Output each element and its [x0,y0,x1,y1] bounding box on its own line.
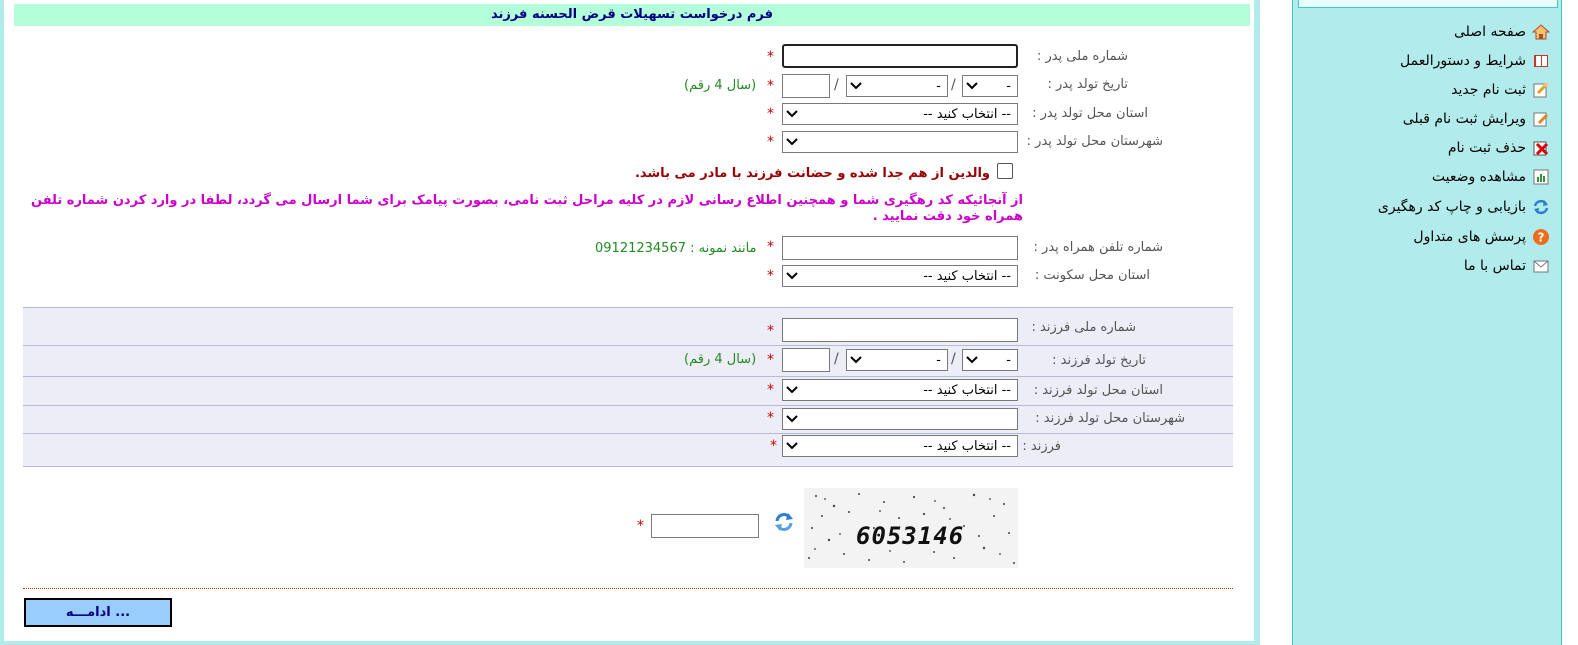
sidebar-item-status[interactable] [1432,166,1550,188]
home-icon [1532,23,1550,41]
chevron-down-icon [783,267,801,285]
father-national-id-input[interactable] [782,44,1018,68]
year-hint: (سال 4 رقم) [684,78,757,93]
bottom-divider [23,588,1233,589]
residence-province-label: استان محل سکونت : [1034,268,1150,283]
new-registration-icon [1532,81,1550,99]
sidebar-item-label: ثبت نام جدید [1451,82,1526,98]
mobile-example-hint: مانند نمونه : 09121234567 [595,241,757,256]
status-icon [1532,168,1550,186]
year-hint: (سال 4 رقم) [684,352,757,367]
svg-text:?: ? [1537,230,1545,245]
chevron-down-icon [783,105,801,123]
sidebar-item-label: پرسش های متداول [1413,229,1526,245]
required-mark: * [767,352,774,368]
delete-icon [1532,139,1550,157]
captcha-text: 6053146 [856,522,965,550]
divider [23,345,1233,346]
required-mark: * [767,410,774,426]
child-national-id-label: شماره ملی فرزند : [1031,320,1136,335]
child-birth-day-select[interactable]: - [962,349,1018,371]
sidebar-item-edit[interactable] [1403,108,1550,130]
required-mark: * [767,323,774,339]
chevron-down-icon [783,437,801,455]
required-mark: * [767,268,774,284]
mail-icon [1532,257,1550,275]
child-birth-year-input[interactable] [782,348,830,372]
divider [23,405,1233,406]
date-separator: / [951,77,956,93]
parents-separated-label: والدین از هم جدا شده و حضانت فرزند با مادر می باشد. [634,166,990,181]
continue-button[interactable]: ادامـــه ... [24,598,172,627]
chevron-down-icon [847,351,865,369]
sidebar-item-label: شرایط و دستورالعمل [1400,53,1526,69]
required-mark: * [767,134,774,150]
divider [23,433,1233,434]
chevron-down-icon [783,133,801,151]
father-birth-day-select[interactable]: - [962,75,1018,97]
father-national-id-label: شماره ملی پدر : [1036,49,1128,64]
residence-province-select[interactable]: -- انتخاب کنید -- [782,265,1018,287]
sidebar-item-new-registration[interactable] [1451,79,1550,101]
father-birthdate-label: تاریخ تولد پدر : [1047,77,1128,92]
required-mark: * [767,239,774,255]
divider [23,376,1233,377]
sidebar-item-tracking-code[interactable] [1378,196,1550,218]
child-birthdate-label: تاریخ تولد فرزند : [1052,353,1146,368]
chevron-down-icon [783,381,801,399]
divider [23,466,1233,467]
required-mark: * [637,518,644,534]
required-mark: * [767,78,774,94]
sidebar-item-label: حذف ثبت نام [1447,140,1526,156]
sidebar-item-label: مشاهده وضعیت [1431,169,1526,185]
child-birth-month-select[interactable]: - [846,349,948,371]
father-mobile-label: شماره تلفن همراه پدر : [1033,240,1163,255]
sidebar-item-label: ویرایش ثبت نام قبلی [1402,111,1526,127]
edit-icon [1532,110,1550,128]
date-separator: / [834,351,839,367]
father-birth-city-label: شهرستان محل تولد پدر : [1026,134,1163,149]
child-birth-city-select[interactable] [782,408,1018,430]
child-birth-province-select[interactable]: -- انتخاب کنید -- [782,379,1018,401]
child-birth-province-label: استان محل تولد فرزند : [1033,383,1163,398]
captcha-input[interactable] [651,514,759,538]
father-birth-city-select[interactable] [782,131,1018,153]
sidebar-item-label: صفحه اصلی [1453,24,1526,40]
sidebar-item-faq[interactable] [1413,226,1550,248]
father-mobile-input[interactable] [782,236,1018,260]
sidebar-item-home[interactable] [1454,21,1550,43]
required-mark: * [767,106,774,122]
child-label: فرزند : [1022,439,1061,454]
father-birth-month-select[interactable]: - [846,75,948,97]
chevron-down-icon [963,77,981,95]
required-mark: * [767,382,774,398]
child-birth-city-label: شهرستان محل تولد فرزند : [1035,411,1185,426]
refresh-captcha-icon[interactable] [772,510,796,534]
child-national-id-input[interactable] [782,318,1018,342]
help-icon [1532,228,1550,246]
child-select[interactable]: -- انتخاب کنید -- [782,435,1018,457]
required-mark: * [767,49,774,65]
sidebar-item-delete[interactable] [1448,137,1550,159]
sidebar-header-box [1298,0,1558,8]
sidebar-item-contact[interactable] [1464,255,1550,277]
father-birth-province-label: استان محل تولد پدر : [1032,106,1148,121]
date-separator: / [834,77,839,93]
chevron-down-icon [783,410,801,428]
sms-notice: از آنجائیکه کد رهگیری شما و همچنین اطلاع رسانی لازم در کلیه مراحل ثبت نامی، بصورت پیامک برای شما ارسال می گردد، لطفا در وارد کردن شماره تلفن همراه خود دقت نمایید . [31,193,1023,224]
chevron-down-icon [847,77,865,95]
required-mark: * [770,438,777,454]
sidebar-item-label: بازیابی و چاپ کد رهگیری [1377,199,1526,215]
sidebar-item-label: تماس با ما [1463,258,1526,274]
sidebar-item-terms[interactable] [1400,50,1550,72]
father-birth-year-input[interactable] [782,74,830,98]
parents-separated-checkbox[interactable] [997,163,1013,179]
date-separator: / [951,351,956,367]
refresh-icon [1532,198,1550,216]
chevron-down-icon [963,351,981,369]
book-icon [1532,52,1550,70]
form-title: فرم درخواست تسهیلات قرض الحسنه فرزند [14,4,1250,26]
father-birth-province-select[interactable]: -- انتخاب کنید -- [782,103,1018,125]
divider [23,307,1233,308]
